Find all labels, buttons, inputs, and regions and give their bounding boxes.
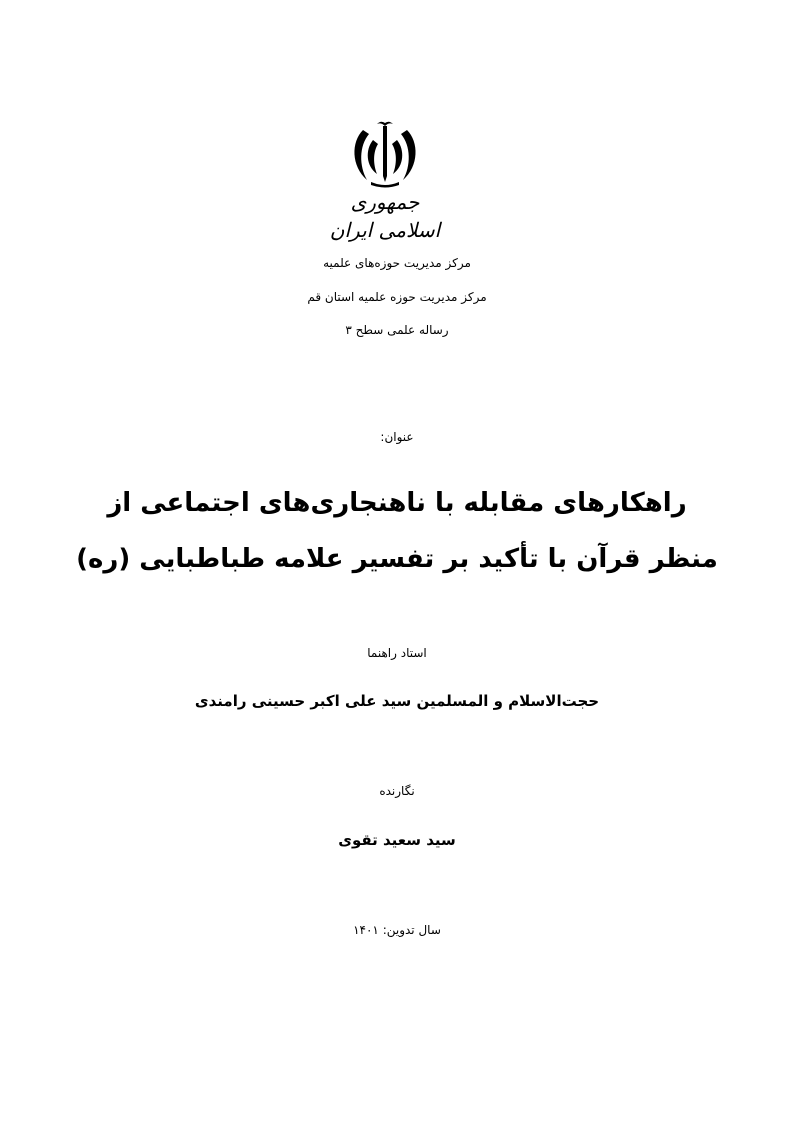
header-line-2: مرکز مدیریت حوزه علمیه استان قم <box>307 290 487 304</box>
author-label: نگارنده <box>379 784 415 798</box>
header-line-1: مرکز مدیریت حوزه‌های علمیه <box>323 256 471 270</box>
title-label: عنوان: <box>380 430 414 444</box>
compilation-year: سال تدوین: ۱۴۰۱ <box>353 923 441 937</box>
thesis-title-line-1: راهکارهای مقابله با ناهنجاری‌های اجتماعی از <box>107 488 687 518</box>
author-name: سید سعید تقوی <box>338 831 456 849</box>
thesis-title-line-2: منظر قرآن با تأکید بر تفسیر علامه طباطبایی (ره) <box>76 544 718 574</box>
header-line-3: رساله علمی سطح ۳ <box>345 323 449 337</box>
emblem-caption: جمهوری اسلامی ایران <box>329 190 441 242</box>
advisor-label: استاد راهنما <box>367 646 427 660</box>
advisor-name: حجت‌الاسلام و المسلمین سید علی اکبر حسینی رامندی <box>194 692 600 710</box>
iran-emblem-icon <box>349 118 421 190</box>
